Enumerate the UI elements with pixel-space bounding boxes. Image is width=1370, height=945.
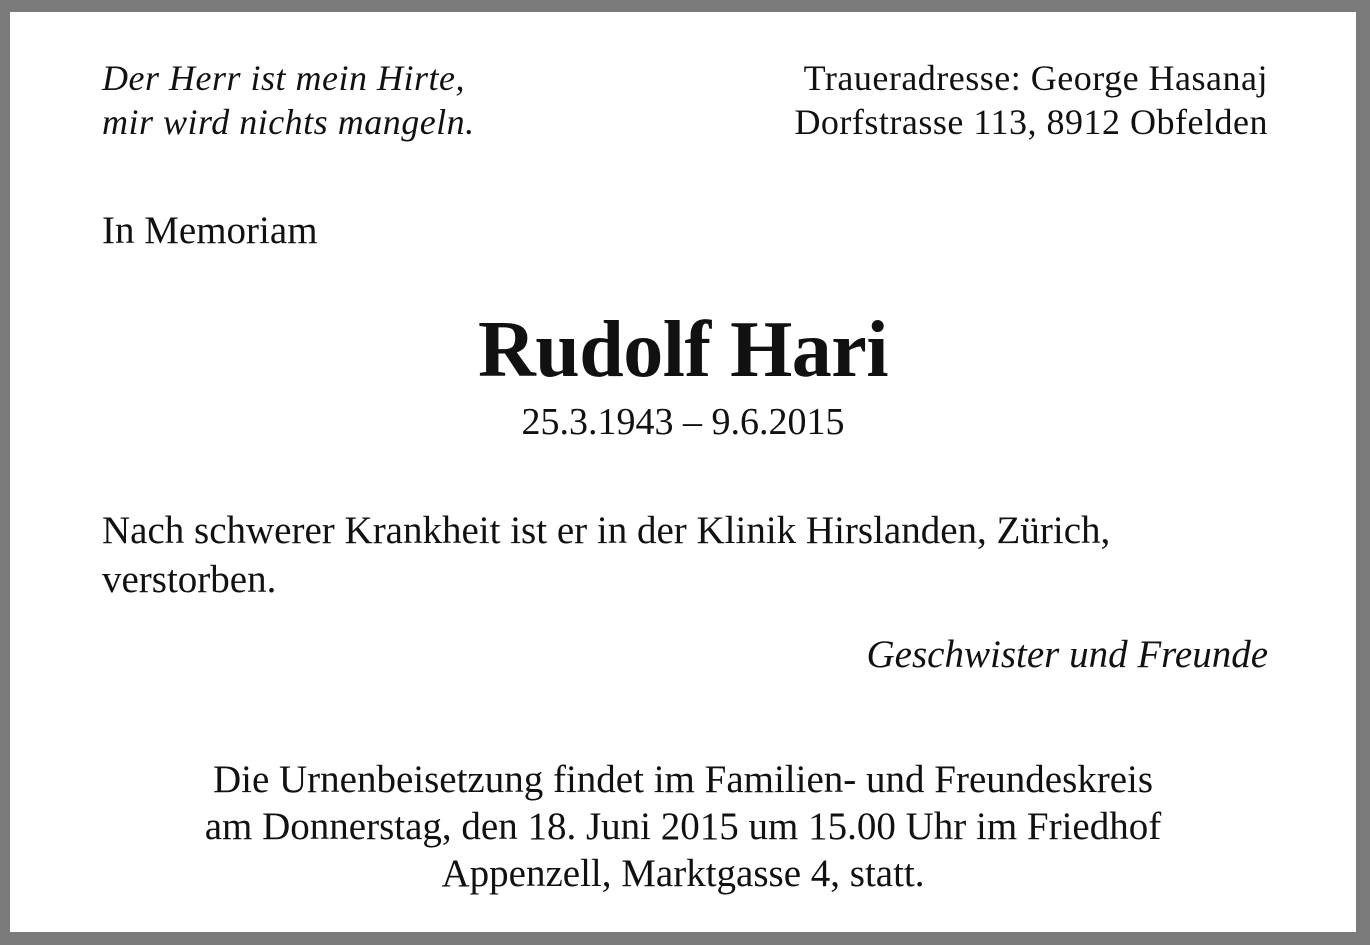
death-message: Nach schwerer Krankheit ist er in der Klinik Hirslanden, Zürich, verstorben. [102,509,1111,601]
funeral-line: am Donnerstag, den 18. Juni 2015 um 15.00 Uhr im Friedhof [204,805,1162,848]
bible-verse-line: mir wird nichts mangeln. [102,102,475,142]
signature: Geschwister und Freunde [866,633,1268,676]
obituary-notice [10,12,1356,932]
funeral-line: Appenzell, Marktgasse 4, statt. [441,852,925,895]
mourning-address [794,56,1268,144]
deceased-name: Rudolf Hari [477,306,889,394]
bible-verse-line: Der Herr ist mein Hirte, [102,58,465,98]
life-dates: 25.3.1943 – 9.6.2015 [521,401,845,443]
in-memoriam-heading: In Memoriam [102,209,318,252]
funeral-line: Die Urnenbeisetzung findet im Familien- und Freundeskreis [212,758,1154,801]
mourning-address-line: Traueradresse: George Hasanaj [803,58,1268,98]
mourning-address-line: Dorfstrasse 113, 8912 Obfelden [794,102,1268,142]
bible-verse [102,56,475,144]
funeral-announcement [50,756,1316,897]
